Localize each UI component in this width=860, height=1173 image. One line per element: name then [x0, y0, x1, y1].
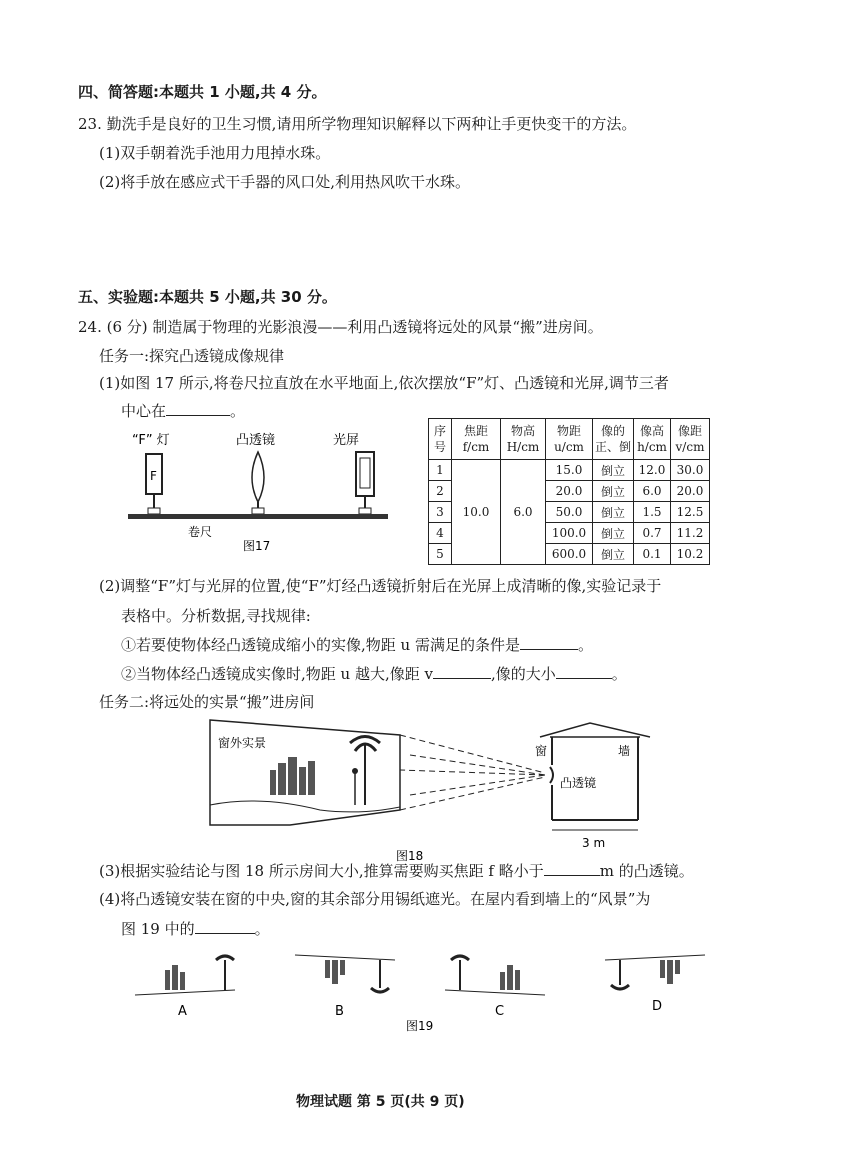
cell: 15.0	[546, 460, 593, 481]
option-b-label: B	[335, 1004, 344, 1019]
q24-part4b: 图 19 中的 。	[121, 920, 270, 938]
cell: 20.0	[671, 481, 710, 502]
svg-text:F: F	[150, 469, 157, 483]
q23-part2: (2)将手放在感应式干手器的风口处,利用热风吹干水珠。	[99, 173, 471, 191]
cell: 3	[429, 502, 452, 523]
data-table	[428, 418, 710, 565]
light-rays	[400, 735, 548, 810]
cell: 倒立	[593, 502, 634, 523]
q24-part2d: ②当物体经凸透镜成实像时,物距 u 越大,像距 v ,像的大小 。	[121, 665, 627, 683]
q24-task1: 任务一:探究凸透镜成像规律	[99, 347, 285, 365]
col-header: 序号	[429, 419, 452, 460]
cell: 0.7	[634, 523, 671, 544]
q24-part1a: (1)如图 17 所示,将卷尺拉直放在水平地面上,依次摆放“F”灯、凸透镜和光屏,调节三者	[99, 374, 669, 392]
cell-height: 6.0	[501, 460, 546, 565]
cell: 12.0	[634, 460, 671, 481]
col-header: 像的 正、倒	[593, 419, 634, 460]
cell: 30.0	[671, 460, 710, 481]
cell: 倒立	[593, 460, 634, 481]
fig18-caption: 图18	[396, 849, 424, 863]
figure-17	[118, 428, 393, 558]
q23-stem: 23. 勤洗手是良好的卫生习惯,请用所学物理知识解释以下两种让手更快变干的方法。	[78, 115, 637, 133]
col-header: 像高 h/cm	[634, 419, 671, 460]
q24-stem: 24. (6 分) 制造属于物理的光影浪漫——利用凸透镜将远处的风景“搬”进房间。	[78, 318, 603, 336]
cell: 12.5	[671, 502, 710, 523]
cell: 倒立	[593, 481, 634, 502]
section-4-title: 四、简答题:本题共 1 小题,共 4 分。	[78, 83, 327, 101]
f-lamp-icon	[146, 454, 162, 514]
q24-part4a: (4)将凸透镜安装在窗的中央,窗的其余部分用锡纸遮光。在屋内看到墙上的“风景”为	[99, 890, 651, 908]
answer-blank[interactable]	[195, 919, 255, 934]
answer-blank[interactable]	[556, 664, 612, 679]
col-header: 物高 H/cm	[501, 419, 546, 460]
table-row	[429, 460, 710, 481]
col-header: 焦距 f/cm	[452, 419, 501, 460]
cell: 5	[429, 544, 452, 565]
table-header-row	[429, 419, 710, 460]
cell: 6.0	[634, 481, 671, 502]
fig18-scene-label: 窗外实景	[218, 736, 267, 750]
cell: 倒立	[593, 523, 634, 544]
option-d-scene-icon	[605, 955, 705, 989]
cell: 1.5	[634, 502, 671, 523]
q24-part3: (3)根据实验结论与图 18 所示房间大小,推算需要购买焦距 f 略小于 m 的凸透镜。	[99, 862, 694, 880]
figure-19	[130, 940, 730, 1035]
q24-part2a: (2)调整“F”灯与光屏的位置,使“F”灯经凸透镜折射后在光屏上成清晰的像,实验记录于	[99, 577, 662, 595]
convex-lens-icon	[252, 452, 264, 514]
fig17-lens-label: 凸透镜	[236, 433, 276, 448]
answer-blank[interactable]	[433, 664, 491, 679]
answer-blank[interactable]	[544, 861, 600, 876]
fig18-width-label: 3 m	[582, 836, 606, 850]
page-footer: 物理试题 第 5 页(共 9 页)	[296, 1094, 465, 1110]
fig17-caption: 图17	[243, 539, 271, 553]
cell: 11.2	[671, 523, 710, 544]
cell: 倒立	[593, 544, 634, 565]
q24-part2c: ①若要使物体经凸透镜成缩小的实像,物距 u 需满足的条件是 。	[121, 636, 593, 654]
room-house-icon	[540, 723, 650, 820]
light-screen-icon	[356, 452, 374, 514]
cell: 1	[429, 460, 452, 481]
fig19-caption: 图19	[406, 1019, 434, 1033]
cell: 600.0	[546, 544, 593, 565]
cell: 2	[429, 481, 452, 502]
q24-part2b: 表格中。分析数据,寻找规律:	[121, 607, 311, 625]
fig17-screen-label: 光屏	[333, 433, 360, 448]
fig18-lens-label: 凸透镜	[560, 776, 597, 790]
answer-blank[interactable]	[520, 635, 578, 650]
fig17-tape-label: 卷尺	[188, 525, 213, 539]
option-c-label: C	[495, 1004, 505, 1019]
fig17-lamp-label: “F” 灯	[132, 433, 170, 448]
section-5-title: 五、实验题:本题共 5 小题,共 30 分。	[78, 288, 337, 306]
tape-measure	[128, 514, 388, 519]
col-header: 像距 v/cm	[671, 419, 710, 460]
cell: 50.0	[546, 502, 593, 523]
fig18-window-label: 窗	[535, 744, 548, 758]
fig18-wall-label: 墙	[618, 744, 631, 758]
q24-part1b: 中心在 。	[121, 402, 246, 420]
option-c-scene-icon	[445, 956, 545, 995]
cell-focal: 10.0	[452, 460, 501, 565]
option-d-label: D	[652, 999, 663, 1014]
q24-task2: 任务二:将远处的实景“搬”进房间	[99, 693, 315, 711]
option-a-label: A	[178, 1004, 187, 1019]
cell: 10.2	[671, 544, 710, 565]
option-a-scene-icon	[135, 956, 235, 995]
figure-18	[200, 715, 660, 865]
cell: 100.0	[546, 523, 593, 544]
q23-part1: (1)双手朝着洗手池用力甩掉水珠。	[99, 144, 331, 162]
col-header: 物距 u/cm	[546, 419, 593, 460]
cell: 20.0	[546, 481, 593, 502]
option-b-scene-icon	[295, 955, 395, 992]
cell: 0.1	[634, 544, 671, 565]
cell: 4	[429, 523, 452, 544]
answer-blank[interactable]	[166, 401, 230, 416]
